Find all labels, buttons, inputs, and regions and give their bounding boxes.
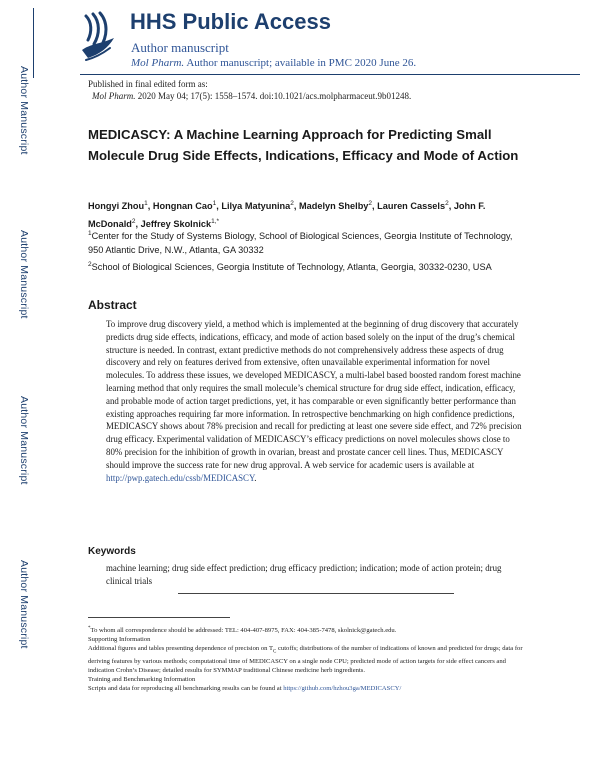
hhs-public-access-title: HHS Public Access <box>130 9 331 34</box>
supporting-info-text <box>88 644 528 675</box>
author-affiliation-sup: 1 <box>212 200 217 207</box>
web-service-link[interactable]: http://pwp.gatech.edu/cssb/MEDICASCY <box>106 472 255 483</box>
author-name: Jeffrey Skolnick <box>140 219 212 230</box>
sidebar-author-manuscript-4: Author Manuscript <box>18 560 30 649</box>
published-citation: 2020 May 04; 17(5): 1558–1574. doi:10.1021/acs.molpharmaceut.9b01248. <box>137 91 412 101</box>
sidebar-author-manuscript-2: Author Manuscript <box>18 230 30 319</box>
author-manuscript-subtitle: Author manuscript <box>131 40 229 55</box>
affiliation-text: School of Biological Sciences, Georgia Institute of Technology, Atlanta, Georgia, 30332-0230, USA <box>91 262 492 273</box>
affiliation-sup: 2 <box>88 261 92 268</box>
author-affiliation-sup: 1,* <box>211 218 220 226</box>
availability-journal: Mol Pharm. <box>131 57 185 69</box>
training-info-text <box>88 684 528 693</box>
correspondence-sup: * <box>88 626 91 631</box>
abstract-body <box>106 318 526 484</box>
supporting-text-post: cutoffs; distributions of the number of indications of known and predicted for drugs; data for deriving features by various methods; computational time of MEDICASCY on a single node CPU; predicted mode of action targets for side effect cancers and indication Crohn’s Disease; detailed results for SYMMAP traditional Chinese medicine herb ingredients. <box>88 645 523 674</box>
availability-line <box>131 57 416 69</box>
header-divider <box>80 74 580 75</box>
author-affiliation-sup: 1 <box>144 200 148 207</box>
keywords-text: machine learning; drug side effect prediction; drug efficacy prediction; indication; mode of action protein; drug clinical trials <box>106 563 502 586</box>
supporting-text-pre: Additional figures and tables presenting dependence of precision on T <box>88 645 273 653</box>
author-name: John F. McDonald <box>88 201 486 230</box>
github-link[interactable]: https://github.com/hzhou3ga/MEDICASCY/ <box>283 685 402 693</box>
header-vertical-rule <box>33 8 34 78</box>
author-affiliation-sup: 2 <box>131 218 136 226</box>
training-info-heading: Training and Benchmarking Information <box>88 675 196 683</box>
author-name: Hongyi Zhou <box>88 201 145 212</box>
footnotes <box>88 624 528 693</box>
affiliation-2 <box>88 258 528 274</box>
sidebar-author-manuscript-3: Author Manuscript <box>18 396 30 485</box>
affiliation-1 <box>88 227 528 257</box>
supporting-info-heading: Supporting Information <box>88 636 151 644</box>
published-label: Published in final edited form as: <box>88 79 208 89</box>
article-title: MEDICASCY: A Machine Learning Approach for Predicting Small Molecule Drug Side Effects, Indications, Efficacy and Mode of Action <box>88 127 519 163</box>
affiliation-sup: 1 <box>88 230 92 237</box>
author-name: Madelyn Shelby <box>298 201 369 212</box>
correspondence-footnote <box>88 624 528 635</box>
author-affiliation-sup: 2 <box>368 200 373 207</box>
author-name: Lauren Cassels <box>377 201 446 212</box>
author-affiliation-sup: 2 <box>445 200 449 207</box>
training-text-pre: Scripts and data for reproducing all benchmarking results can be found at <box>88 685 284 693</box>
affiliation-text: Center for the Study of Systems Biology, School of Biological Sciences, Georgia Institute of Technology, 950 Atlantic Drive, N.W., Atlanta, GA 30332 <box>88 231 513 256</box>
hhs-eagle-logo-icon <box>78 10 118 66</box>
published-journal: Mol Pharm. <box>92 91 136 101</box>
abstract-text: To improve drug discovery yield, a method which is implemented at the beginning of drug discovery that accurately predicts drug side effects, indications, efficacy, and mode of action based solely on the input of the drug’s chemical structure is needed. In contrast, extant predictive methods do not comprehensively address these aspects of drug discovery and rely on features derived from extensive, often unavailable experimental information for novel molecules. To address these issues, we developed MEDICASCY, a multi-label based boosted random forest machine learning method that only requires the small molecule’s chemical structure for drug side effect, indication, efficacy, and probable mode of action target predictions, yet, it has comparable or even significantly better performance than existing approaches requiring far more information. In retrospective benchmarking on high confidence predictions, MEDICASCY shows about 78% precision and recall for predicting at least one severe side effect, and 72% precision drug efficacy. Experimental validation of MEDICASCY’s efficacy predictions on novel molecules shows close to 80% precision for the inhibition of growth in ovarian, breast and prostate cancer cell lines. Thus, MEDICASCY should improve the success rate for new drug approval. A web service for academic users is available at <box>106 319 522 470</box>
author-affiliation-sup: 2 <box>290 200 294 207</box>
abstract-end: . <box>254 472 257 483</box>
publication-info <box>88 78 411 102</box>
author-name: Hongnan Cao <box>152 201 213 212</box>
footnote-divider <box>88 617 230 618</box>
author-name: Lilya Matyunina <box>221 201 291 212</box>
sidebar-author-manuscript-1: Author Manuscript <box>18 66 30 155</box>
author-list: Hongyi Zhou$^1$, Hongnan Cao$^1$, Lilya Matyunina$^2$, Madelyn Shelby$^2$, Lauren Cassels$^2$, John F. McDonald$^2$, Jeffrey Skolnick$^{1,*}$ <box>88 200 486 230</box>
keywords-heading: Keywords <box>88 546 136 557</box>
supporting-text-sub: C <box>273 649 277 655</box>
correspondence-text: To whom all correspondence should be addressed: TEL: 404-407-8975, FAX: 404-385-7478, skolnick@gatech.edu. <box>90 627 397 635</box>
published-citation-line <box>88 90 411 102</box>
availability-text: Author manuscript; available in PMC 2020 June 26. <box>186 57 417 69</box>
abstract-heading: Abstract <box>88 298 137 312</box>
section-divider <box>178 593 454 594</box>
